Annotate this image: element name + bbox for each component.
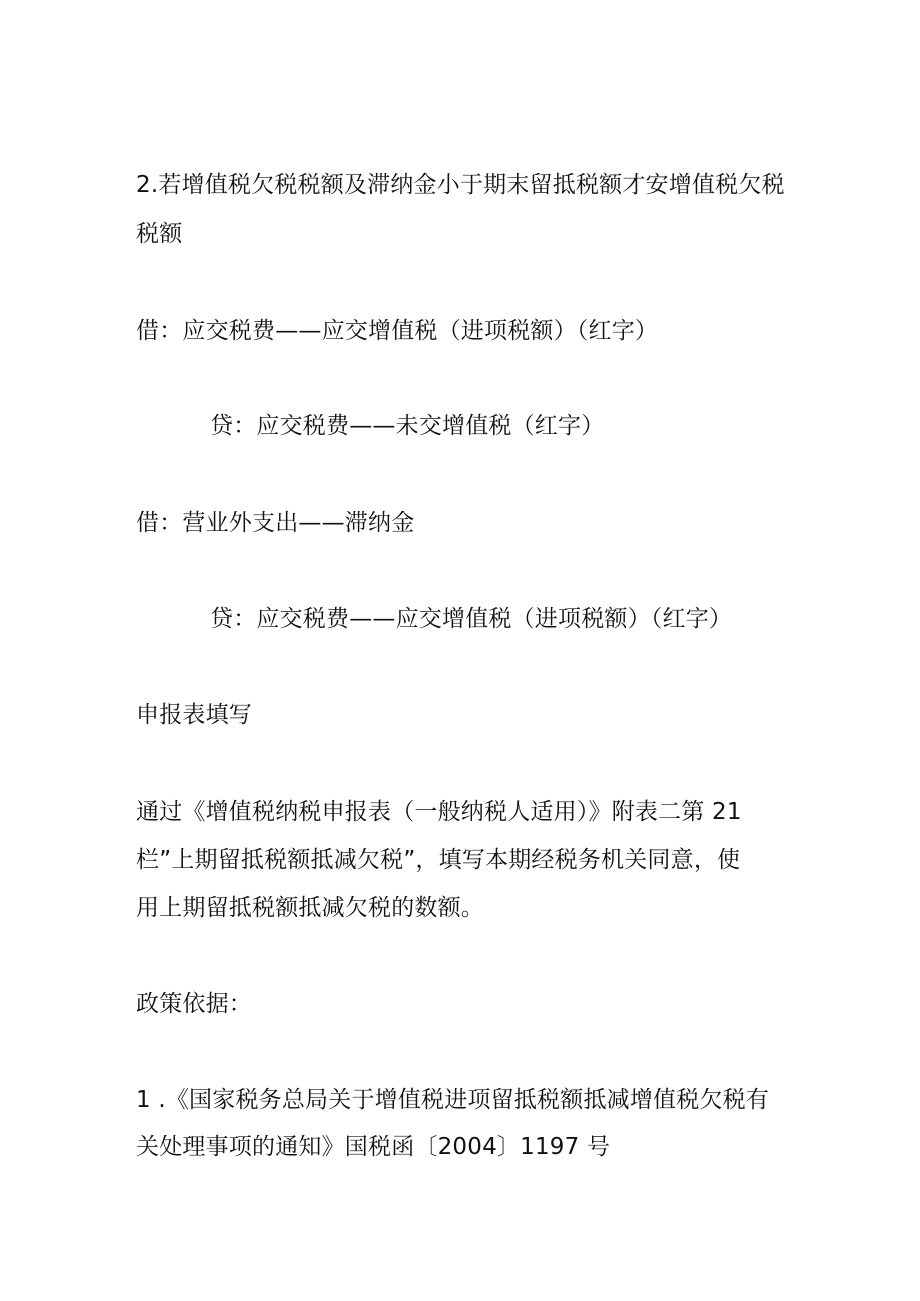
filing-heading: 申报表填写: [136, 702, 252, 728]
item2-line1: 2.若增值税欠税税额及滞纳金小于期末留抵税额才安增值税欠税: [136, 172, 785, 198]
policy-ref1-line1: 1 .《国家税务总局关于增值税进项留抵税额抵减增值税欠税有: [136, 1087, 770, 1113]
entry2-credit: 贷：应交税费——应交增值税（进项税额）（红字）: [210, 606, 733, 632]
entry2-debit: 借：营业外支出——滞纳金: [136, 510, 415, 536]
policy-ref1-line2: 关处理事项的通知》国税函〔2004〕1197 号: [136, 1134, 611, 1160]
item2-line2: 税额: [136, 221, 183, 247]
policy-heading: 政策依据：: [136, 991, 252, 1017]
filing-line3: 用上期留抵税额抵减欠税的数额。: [136, 895, 484, 921]
entry1-credit: 贷：应交税费——未交增值税（红字）: [210, 413, 605, 439]
filing-line1: 通过《增值税纳税申报表（一般纳税人适用）》附表二第 21: [136, 799, 742, 825]
filing-line2: 栏”上期留抵税额抵减欠税”，填写本期经税务机关同意，使: [136, 847, 741, 873]
entry1-debit: 借：应交税费——应交增值税（进项税额）（红字）: [136, 318, 659, 344]
